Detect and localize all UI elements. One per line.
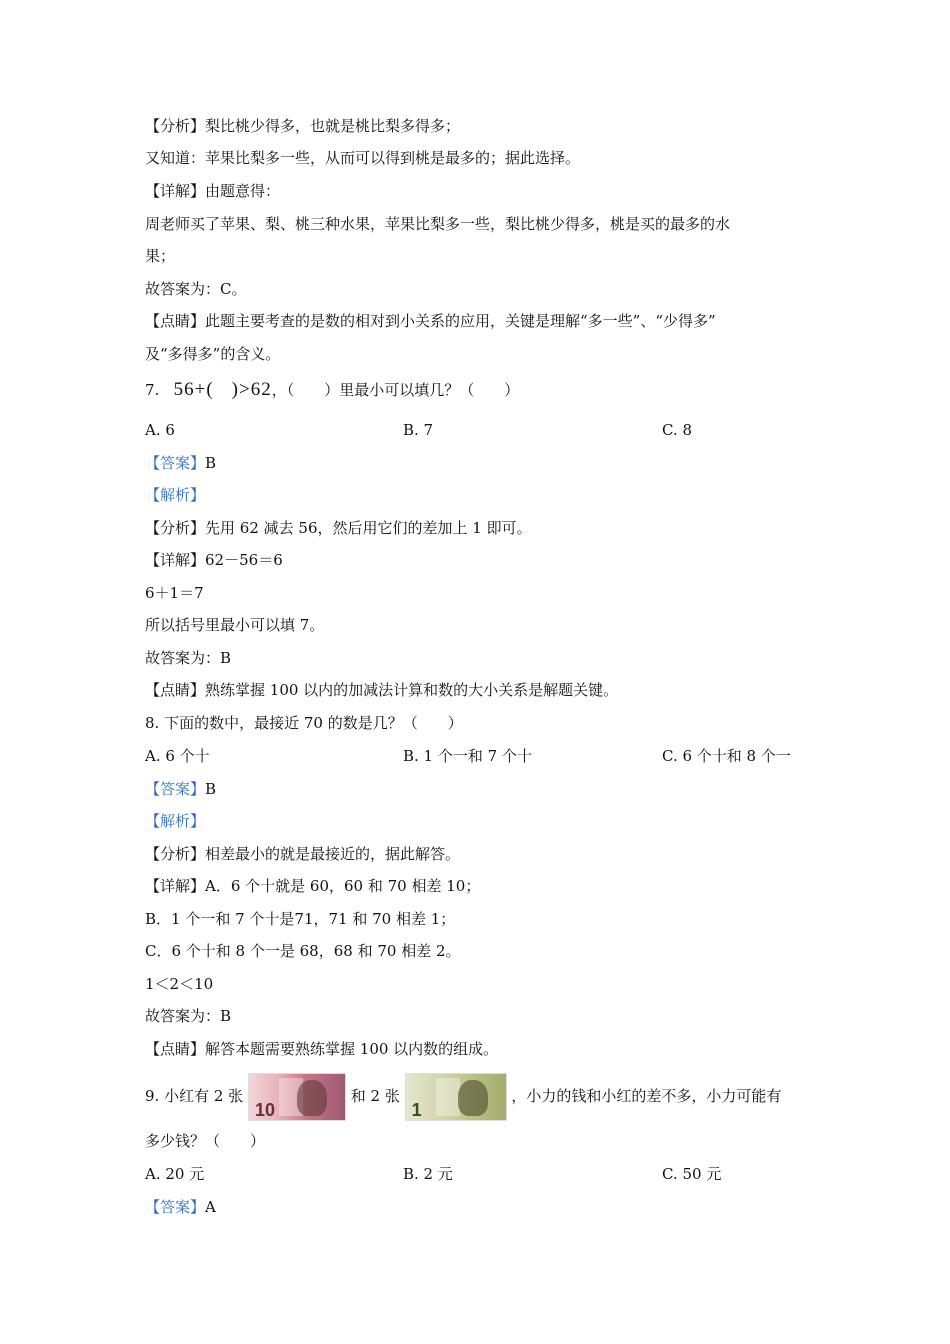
q8-option-b: B. 1 个一和 7 个十 [403,747,532,765]
q7-line: 所以括号里最小可以填 7。 [145,616,325,634]
detail-line: 【详解】由题意得： [145,182,281,200]
comment-line: 及“多得多”的含义。 [145,345,281,363]
q8-line: 1＜2＜10 [145,975,214,993]
q9-option-b: B. 2 元 [403,1165,453,1183]
q7-analysis-tag: 【解析】 [145,486,206,504]
q8-line: C．6 个十和 8 个一是 68，68 和 70 相差 2。 [145,942,461,960]
analysis-line: 又知道：苹果比梨多一些，从而可以得到桃是最多的；据此选择。 [145,149,581,167]
q7-option-c: C. 8 [662,421,693,439]
q9-option-a: A. 20 元 [145,1165,205,1183]
q7-answer: 【答案】B [145,454,217,472]
q9-answer: 【答案】A [145,1198,216,1216]
q8-answer: 【答案】B [145,780,217,798]
question-7: 7. 56+( )>62，（ ）里最小可以填几？（ ） [145,379,520,400]
detail-line: 果； [145,247,176,265]
q7-line: 【分析】先用 62 减去 56，然后用它们的差加上 1 即可。 [145,519,532,537]
q8-line: 故答案为：B [145,1007,232,1025]
q8-option-a: A. 6 个十 [145,747,210,765]
q8-line: 【详解】A．6 个十就是 60，60 和 70 相差 10； [145,877,481,895]
one-yuan-note-image: 1 [405,1073,507,1121]
q8-analysis-tag: 【解析】 [145,812,206,830]
q8-line: 【点睛】解答本题需要熟练掌握 100 以内数的组成。 [145,1040,499,1058]
q7-math-right: )>62 [231,379,272,400]
question-8: 8. 下面的数中，最接近 70 的数是几？（ ） [145,714,463,732]
detail-line: 周老师买了苹果、梨、桃三种水果，苹果比梨多一些，梨比桃少得多，桃是买的最多的水 [145,215,731,233]
q9-option-c: C. 50 元 [662,1165,722,1183]
q7-line: 6＋1＝7 [145,584,204,602]
comment-line: 【点睛】此题主要考查的是数的相对到小关系的应用，关键是理解“多一些”、“少得多” [145,312,716,330]
q7-line: 【详解】62－56＝6 [145,551,283,569]
q7-option-a: A. 6 [145,421,175,439]
q7-line: 【点睛】熟练掌握 100 以内的加减法计算和数的大小关系是解题关键。 [145,681,619,699]
ten-yuan-note-image: 10 [248,1073,346,1121]
answer-line: 故答案为：C。 [145,280,247,298]
question-9: 9. 小红有 2 张 10 和 2 张 1 ，小力的钱和小红的差不多，小力可能有 [145,1072,810,1122]
q8-line: B．1 个一和 7 个十是71，71 和 70 相差 1； [145,910,456,928]
analysis-line: 【分析】梨比桃少得多，也就是桃比梨多得多； [145,117,461,135]
q8-line: 【分析】相差最小的就是最接近的，据此解答。 [145,845,461,863]
q8-option-c: C. 6 个十和 8 个一 [662,747,791,765]
q7-line: 故答案为：B [145,649,232,667]
q7-option-b: B. 7 [403,421,434,439]
question-9-line2: 多少钱？（ ） [145,1132,266,1150]
q7-math-left: 56+( [173,379,214,400]
